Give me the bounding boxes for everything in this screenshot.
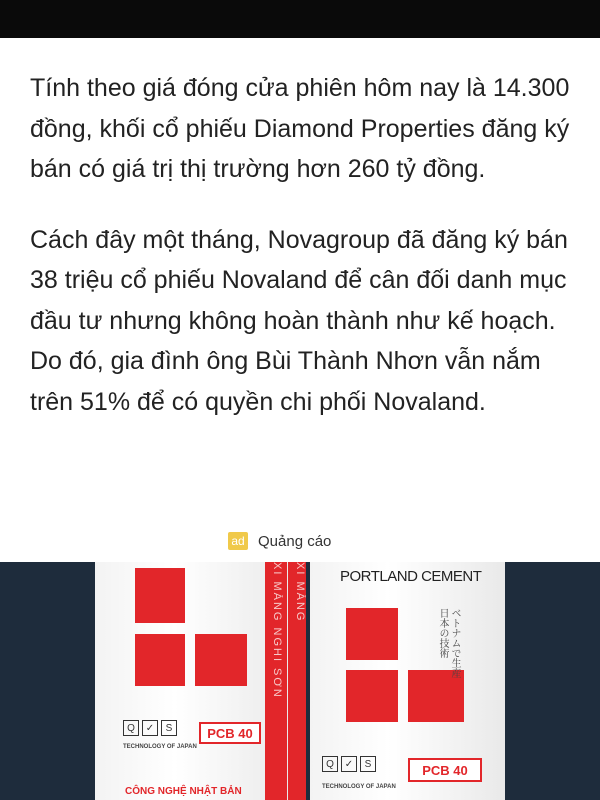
logo-square [346,670,398,722]
logo-square [135,568,185,623]
cement-bag-left-image [95,562,295,800]
ad-label [228,530,331,552]
article-paragraph: Cách đây một tháng, Novagroup đã đăng ký bán 38 triệu cổ phiếu Novaland để cân đối danh mục đầu tư nhưng không hoàn thành như kế hoạch. Do đó, gia đình ông Bùi Thành Nhơn vẫn nắm trên 51% để có quyền chi phối Novaland. [30,225,568,416]
cert-s-icon: S [360,756,376,772]
pcb-label: PCB 40 [199,722,261,744]
japanese-text: ベトナムで生産 日本の技術 [437,608,460,678]
article-paragraph: Tính theo giá đóng cửa phiên hôm nay là 14.300 đồng, khối cổ phiếu Diamond Properties đăng ký bán có giá trị thị trường hơn 260 tỷ đồng. [30,74,570,183]
cert-mark-icon: ✓ [142,720,158,736]
ad-badge-icon: ad [228,532,248,550]
cert-s-icon: S [161,720,177,736]
ad-label-text: Quảng cáo [258,532,332,550]
pcb-label: PCB 40 [408,758,482,782]
ad-banner[interactable] [0,562,600,800]
tech-text: TECHNOLOGY OF JAPAN [123,744,197,750]
logo-square [195,634,247,686]
tech-text: TECHNOLOGY OF JAPAN [322,784,396,790]
logo-square [135,634,185,686]
logo-square [346,608,398,660]
bag-bottom-text: CÔNG NGHỆ NHẬT BẢN [125,786,242,797]
bag-stripe-text: XI MĂNG NGHI SƠN [271,562,283,699]
cement-bag-right-image [310,562,505,800]
cert-q-icon: Q [123,720,139,736]
certification-icons [123,720,177,736]
portland-cement-title: PORTLAND CEMENT [340,568,482,585]
certification-icons [322,756,376,772]
bag-stripe [265,562,287,800]
article-body [30,68,575,452]
cert-q-icon: Q [322,756,338,772]
cert-mark-icon: ✓ [341,756,357,772]
bag-stripe-right [288,562,306,800]
bag-stripe-text: XI MĂNG [294,562,306,623]
status-bar [0,0,600,38]
